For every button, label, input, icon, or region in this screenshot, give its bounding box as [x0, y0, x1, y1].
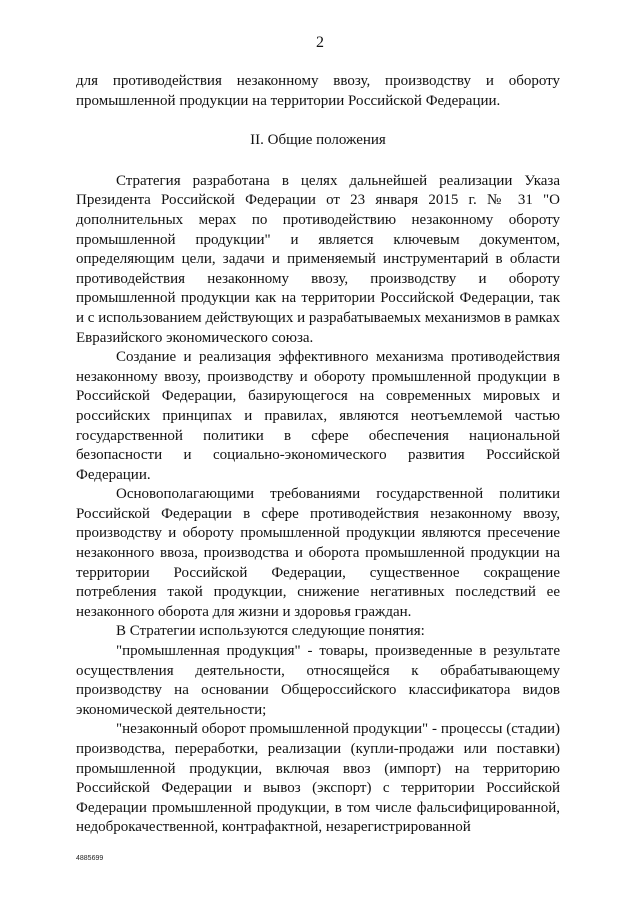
- intro-paragraph: для противодействия незаконному ввозу, производству и обороту промышленной продукции на территории Российской Федерации.: [76, 73, 560, 109]
- document-code: 4885699: [76, 855, 104, 862]
- paragraph-mechanism: Создание и реализация эффективного механизма противодействия незаконному ввозу, производству и обороту промышленной продукции в Российской Федерации, базирующегося на современных мировых и российских принципах и правилах, являются неотъемлемой частью государственной политики в сфере обеспечения национальной безопасности и социально-экономического развития Российской Федерации.: [76, 349, 560, 483]
- document-body: [76, 72, 560, 838]
- section-heading: II. Общие положения: [250, 132, 386, 149]
- definition-industrial-products: "промышленная продукция" - товары, произведенные в результате осуществления деятельности, относящейся к обрабатывающему производству на основании Общероссийского классификатора видов экономической деятельности;: [76, 643, 560, 718]
- paragraph-requirements: Основополагающими требованиями государственной политики Российской Федерации в сфере противодействия незаконному ввозу, производству и обороту промышленной продукции являются пресечение незаконного ввоза, производства и оборота промышленной продукции на территории Российской Федерации, существенное сокращение потребления такой продукции, снижение негативных последствий ее незаконного оборота для жизни и здоровья граждан.: [76, 486, 560, 620]
- paragraph-definitions-intro: В Стратегии используются следующие понятия:: [116, 623, 425, 640]
- page-number: 2: [316, 34, 324, 51]
- definition-illegal-turnover: "незаконный оборот промышленной продукции" - процессы (стадии) производства, переработки, реализации (купли-продажи или поставки) промышленной продукции, включая ввоз (импорт) на территорию Российской Федерации и вывоз (экспорт) с территории Российской Федерации промышленной продукции, в том числе фальсифицированной, недоброкачественной, контрафактной, незарегистрированной: [76, 721, 560, 836]
- paragraph-purpose: Стратегия разработана в целях дальнейшей реализации Указа Президента Российской Федерации от 23 января 2015 г. № 31 "О дополнительных мерах по противодействию незаконному обороту промышленной продукции" и является ключевым документом, определяющим цели, задачи и применяемый инструментарий в области противодействия незаконному ввозу, производству и обороту промышленной продукции как на территории Российской Федерации, так и с использованием действующих и разрабатываемых механизмов в рамках Евразийского экономического союза.: [76, 172, 560, 346]
